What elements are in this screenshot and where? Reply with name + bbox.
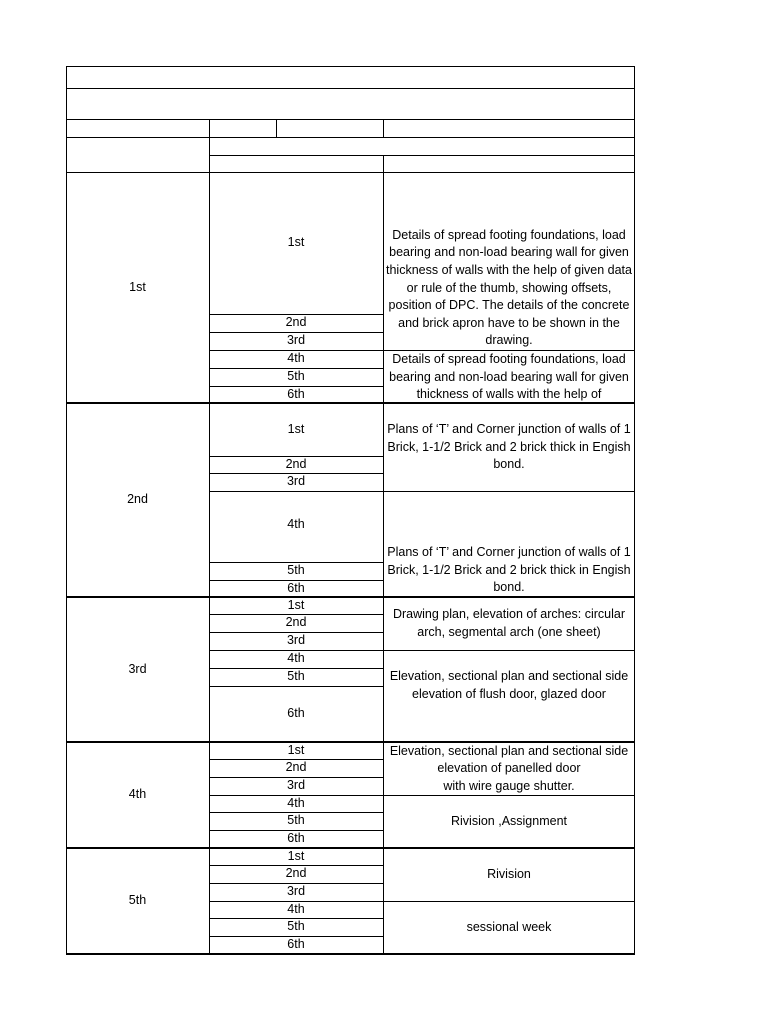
day-label: 5th [287, 813, 305, 828]
day-label: 4th [287, 901, 305, 916]
day-label: 1st [287, 421, 305, 436]
day-label: 3rd [286, 474, 306, 489]
day-label: 2nd [285, 866, 307, 881]
day-label: 3rd [286, 633, 306, 648]
day-label: 6th [287, 706, 305, 721]
topic-text: Drawing plan, elevation of arches: circular arch, segmental arch (one sheet) [392, 607, 626, 639]
week-label: 1st [129, 279, 146, 294]
day-label: 1st [287, 742, 305, 757]
header-subtitle-cell [66, 89, 634, 119]
topic-text: Details of spread footing foundations, load bearing and non-load bearing wall for given thickness of walls with the help of given data or rule of the thumb, showing offsets, position of DPC. The details of the concrete and brick apron have to be shown in the drawing. [386, 227, 632, 348]
day-label: 3rd [286, 333, 306, 348]
day-label: 2nd [285, 760, 307, 775]
day-label: 6th [287, 386, 305, 401]
day-label: 5th [287, 669, 305, 684]
week-label: 5th [128, 893, 147, 908]
day-label: 6th [287, 580, 305, 595]
topic-text: Plans of ‘T’ and Corner junction of walls of 1 Brick, 1-1/2 Brick and 2 brick thick in Engish bond. [387, 545, 631, 595]
table-rule [383, 119, 384, 138]
day-label: 1st [287, 848, 305, 863]
day-label: 2nd [285, 315, 307, 330]
topic-text: Rivision [487, 867, 531, 882]
week-label: 3rd [128, 661, 147, 676]
table-rule [276, 119, 277, 138]
day-label: 4th [287, 795, 305, 810]
day-label: 1st [287, 597, 305, 612]
header-title-cell [66, 67, 634, 88]
week-label: 4th [128, 787, 147, 802]
day-label: 5th [287, 563, 305, 578]
day-label: 4th [287, 517, 305, 531]
day-label: 5th [287, 369, 305, 384]
topic-text: Elevation, sectional plan and sectional side elevation of flush door, glazed door [389, 669, 629, 701]
day-label: 2nd [285, 615, 307, 630]
day-label: 3rd [286, 778, 306, 793]
topic-text: Plans of ‘T’ and Corner junction of walls of 1 Brick, 1-1/2 Brick and 2 brick thick in Engish bond. [387, 422, 631, 472]
day-label: 4th [287, 351, 305, 366]
day-label: 6th [287, 937, 305, 952]
topic-text: Elevation, sectional plan and sectional side elevation of panelled door with wire gauge shutter. [389, 743, 629, 793]
day-label: 1st [287, 235, 305, 249]
table-rule [66, 137, 635, 138]
table-rule [66, 119, 635, 120]
topic-text: Rivision ,Assignment [450, 814, 567, 829]
day-label: 6th [287, 831, 305, 846]
day-label: 5th [287, 919, 305, 934]
day-label: 3rd [286, 884, 306, 899]
day-label: 2nd [285, 456, 307, 471]
table-rule [209, 155, 635, 156]
day-label: 4th [287, 651, 305, 666]
topic-text: sessional week [466, 920, 552, 935]
topic-text: Details of spread footing foundations, load bearing and non-load bearing wall for given thickness of walls with the help of [389, 352, 629, 402]
table-rule [634, 66, 635, 955]
week-label: 2nd [127, 492, 148, 507]
